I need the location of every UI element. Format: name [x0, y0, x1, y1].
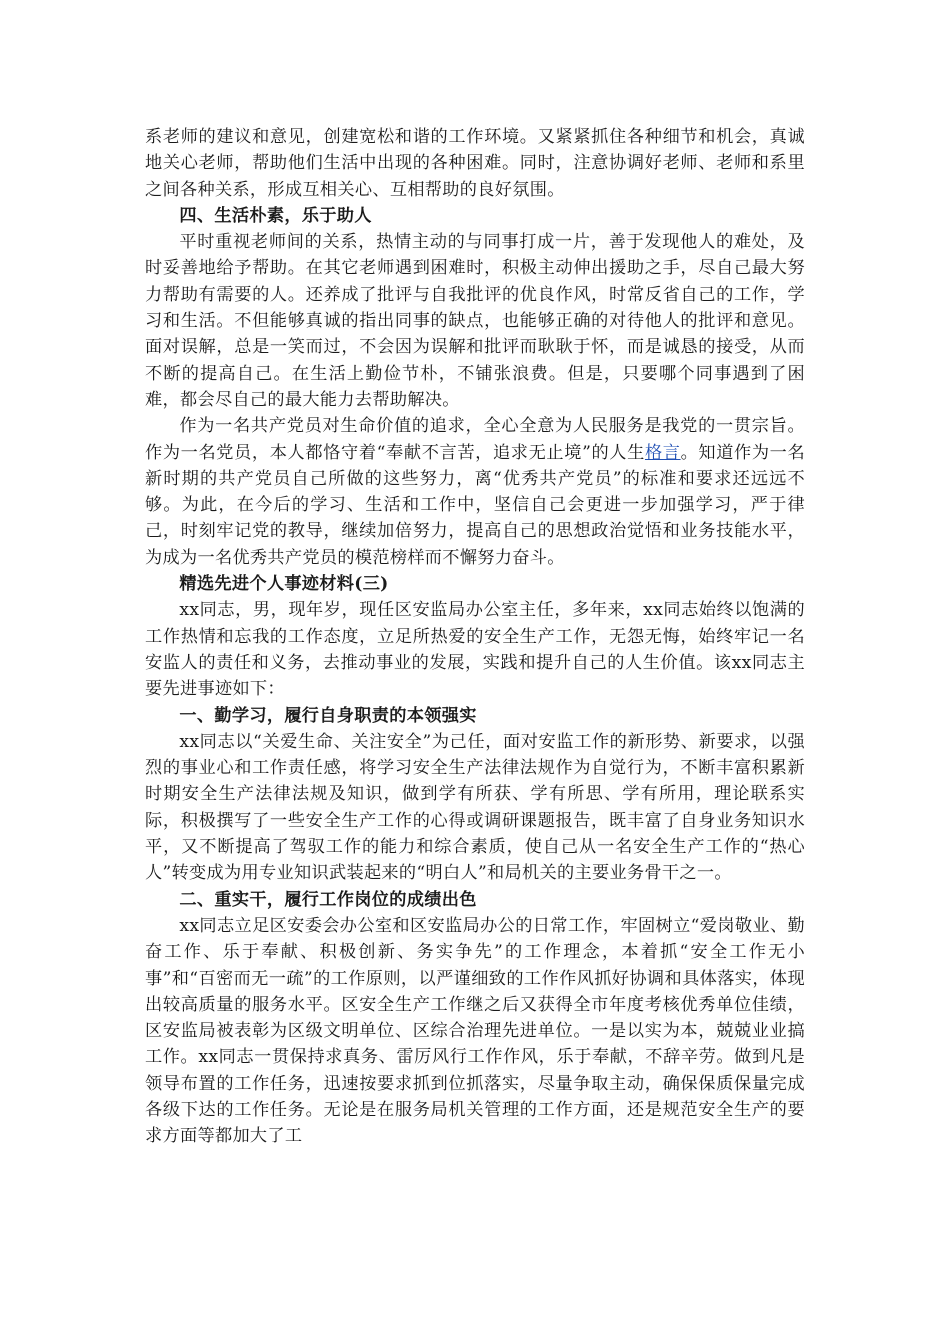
paragraph-continued: 系老师的建议和意见，创建宽松和谐的工作环境。又紧紧抓住各种细节和机会，真诚地关心老师，帮助他们生活中出现的各种困难。同时，注意协调好老师、老师和系里之间各种关系，形成互相关心、互相帮助的良好氛围。	[145, 127, 805, 200]
paragraph-helping-others: 平时重视老师间的关系，热情主动的与同事打成一片，善于发现他人的难处，及时妥善地给予帮助。在其它老师遇到困难时，积极主动伸出援助之手，尽自己最大努力帮助有需要的人。还养成了批评与自我批评的优良作风，时常反省自己的工作，学习和生活。不但能够真诚的指出同事的缺点，也能够正确的对待他人的批评和意见。面对误解，总是一笑而过，不会因为误解和批评而耿耿于怀，而是诚恳的接受，从而不断的提高自己。在生活上勤俭节朴，不铺张浪费。但是，只要哪个同事遇到了困难，都会尽自己的最大能力去帮助解决。	[145, 232, 805, 410]
section-title: 精选先进个人事迹材料(三)	[179, 574, 389, 595]
heading-practice: 二、重实干，履行工作岗位的成绩出色	[179, 889, 477, 910]
paragraph-intro: xx同志，男，现年岁，现任区安监局办公室主任，多年来，xx同志始终以饱满的工作热情和忘我的工作态度，立足所热爱的安全生产工作，无怨无悔，始终牢记一名安监人的责任和义务，去推动事业的发展，实践和提升自己的人生价值。该xx同志主要先进事迹如下：	[145, 600, 805, 700]
heading-study: 一、勤学习，履行自身职责的本领强实	[179, 705, 477, 726]
paragraph-text-after-link: 。知道作为一名新时期的共产党员自己所做的这些努力，离“优秀共产党员”的标准和要求还远远不够。为此，在今后的学习、生活和工作中，坚信自己会更进一步加强学习，严于律己，时刻牢记党的教导，继续加倍努力，提高自己的思想政治觉悟和业务技能水平，为成为一名优秀共产党员的模范榜样而不懈努力奋斗。	[145, 442, 805, 568]
paragraph-text-before-link: 作为一名共产党员对生命价值的追求，全心全意为人民服务是我党的一贯宗旨。作为一名党员，本人都恪守着“奉献不言苦，追求无止境”的人生	[145, 416, 805, 463]
paragraph-practice: xx同志立足区安委会办公室和区安监局办公的日常工作，牢固树立“爱岗敬业、勤奋工作、乐于奉献、积极创新、务实争先”的工作理念，本着抓“安全工作无小事”和“百密而无一疏”的工作原则，以严谨细致的工作作风抓好协调和具体落实，体现出较高质量的服务水平。区安全生产工作继之后又获得全市年度考核优秀单位佳绩，区安监局被表彰为区级文明单位、区综合治理先进单位。一是以实为本，兢兢业业搞工作。xx同志一贯保持求真务、雷厉风行工作作风，乐于奉献，不辞辛劳。做到凡是领导布置的工作任务，迅速按要求抓到位抓落实，尽量争取主动，确保保质保量完成各级下达的工作任务。无论是在服务局机关管理的工作方面，还是规范安全生产的要求方面等都加大了工	[145, 915, 805, 1147]
motto-link[interactable]: 格言	[644, 442, 681, 463]
paragraph-party-member	[145, 413, 805, 571]
heading-section-four: 四、生活朴素，乐于助人	[179, 205, 372, 226]
paragraph-study: xx同志以“关爱生命、关注安全”为己任，面对安监工作的新形势、新要求，以强烈的事业心和工作责任感，将学习安全生产法律法规作为自觉行为，不断丰富积累新时期安全生产法律法规及知识，做到学有所获、学有所思、学有所用，理论联系实际，积极撰写了一些安全生产工作的心得或调研课题报告，既丰富了自身业务知识水平，又不断提高了驾驭工作的能力和综合素质，使自己从一名安全生产工作的“热心人”转变成为用专业知识武装起来的“明白人”和局机关的主要业务骨干之一。	[145, 731, 805, 884]
document-page	[145, 124, 805, 1150]
